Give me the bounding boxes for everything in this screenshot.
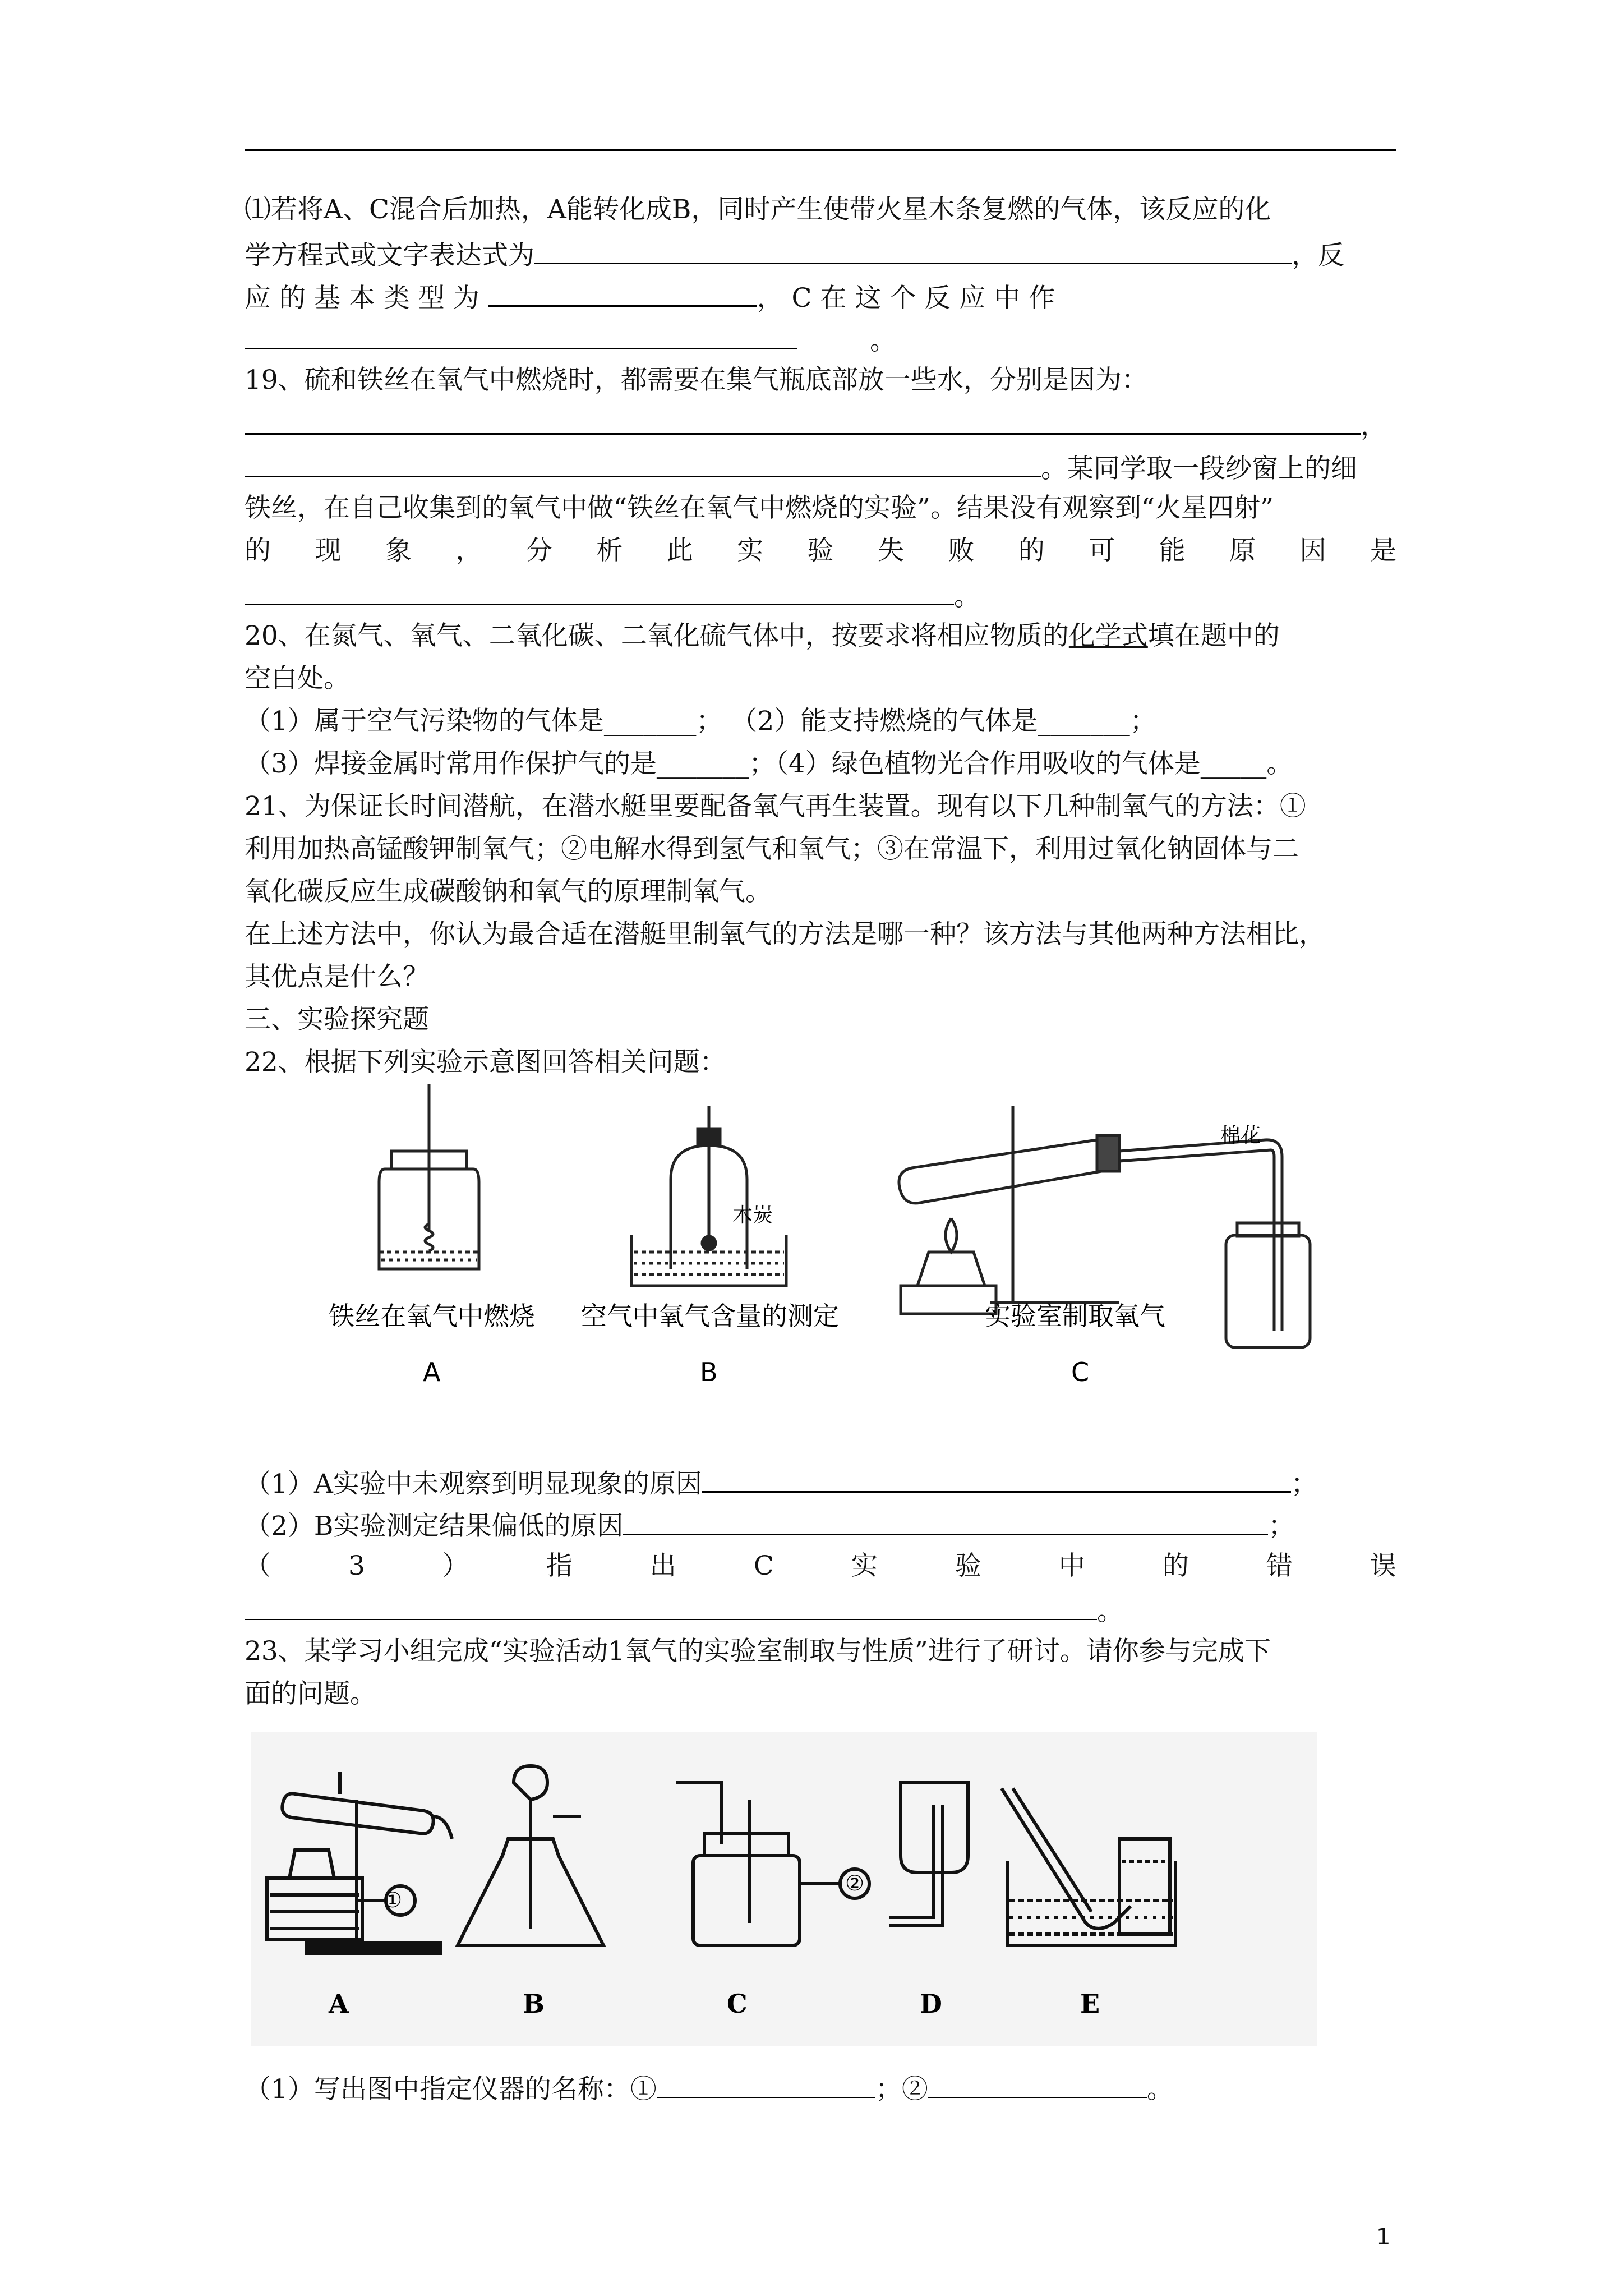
letter-b: B [700, 1357, 718, 1387]
q19-line2: ， [245, 402, 1396, 444]
q22-part2: （2）B实验测定结果偏低的原因 ； [245, 1502, 1396, 1545]
answer-blank[interactable] [928, 2065, 1147, 2098]
q23-apparatus-diagram [245, 1732, 1396, 2058]
q23-line2: 面的问题。 [245, 1678, 376, 1709]
letter-a: A [329, 1989, 349, 2019]
q22-figure [245, 1084, 1396, 1460]
q21-line4: 在上述方法中，你认为最合适在潜艇里制氧气的方法是哪一种？该方法与其他两种方法相比， [245, 919, 1325, 950]
caption-a: 铁丝在氧气中燃烧 [329, 1301, 535, 1331]
header-rule [245, 149, 1396, 151]
letter-b: B [523, 1989, 545, 2019]
answer-blank[interactable] [657, 2065, 875, 2098]
letter-c: C [727, 1989, 748, 2019]
q21-line5: 其优点是什么？ [245, 961, 429, 992]
letter-c: C [1071, 1357, 1090, 1387]
answer-blank[interactable] [488, 274, 757, 307]
q22-part3: （ 3 ） 指 出 C 实 验 中 的 错 误 [245, 1550, 1396, 1581]
q23-part1: （1）写出图中指定仪器的名称：① ；② 。 [245, 2065, 1396, 2108]
answer-blank[interactable] [623, 1502, 1268, 1535]
answer-blank[interactable] [534, 231, 1292, 264]
label-2: ② [845, 1871, 865, 1895]
iron-wire-jar [379, 1084, 479, 1269]
answer-blank[interactable] [245, 316, 797, 349]
label-1: ① [382, 1888, 403, 1912]
bell-jar-trough [631, 1106, 786, 1286]
q22-part1: （1）A实验中未观察到明显现象的原因 ； [245, 1460, 1396, 1502]
q20-line3: （1）属于空气污染物的气体是_______； （2）能支持燃烧的气体是_______； [245, 706, 1156, 737]
q20-line4: （3）焊接金属时常用作保护气的是_______；（4）绿色植物光合作用吸收的气体是_____。 [245, 748, 1293, 779]
q20-line1: 20、在氮气、氧气、二氧化碳、二氧化硫气体中，按要求将相应物质的化学式填在题中的 [245, 620, 1280, 651]
q19-line6: 。 [245, 572, 1396, 615]
caption-c: 实验室制取氧气 [985, 1301, 1165, 1331]
answer-blank[interactable] [245, 402, 1361, 435]
q21-line2: 利用加热高锰酸钾制氧气；②电解水得到氢气和氧气；③在常温下，利用过氧化钠固体与二 [245, 834, 1299, 864]
document-body [245, 188, 1396, 2108]
answer-blank[interactable] [245, 444, 1041, 477]
q21-line1: 21、为保证长时间潜航，在潜水艇里要配备氧气再生装置。现有以下几种制氧气的方法：① [245, 791, 1306, 822]
q22-apparatus-diagram [245, 1084, 1396, 1460]
q23-figure [245, 1732, 1396, 2058]
q19-line3: 。某同学取一段纱窗上的细 [245, 444, 1396, 487]
q21-line3: 氧化碳反应生成碳酸钠和氧气的原理制氧气。 [245, 876, 772, 907]
q18-line3: 应 的 基 本 类 型 为 ， C 在 这 个 反 应 中 作 [245, 274, 1396, 316]
answer-blank[interactable] [245, 1588, 1097, 1620]
q19-line4: 铁丝，在自己收集到的氧气中做“铁丝在氧气中燃烧的实验”。结果没有观察到“火星四射” [245, 493, 1274, 523]
answer-blank[interactable] [245, 572, 954, 605]
q22-part3-answer: 。 [245, 1588, 1396, 1630]
label-cotton: 棉花 [1220, 1124, 1261, 1147]
q22-line1: 22、根据下列实验示意图回答相关问题： [245, 1047, 726, 1078]
letter-e: E [1080, 1989, 1100, 2019]
letter-a: A [423, 1357, 441, 1387]
q20-line2: 空白处。 [245, 663, 350, 694]
q19-line1: 19、硫和铁丝在氧气中燃烧时，都需要在集气瓶底部放一些水，分别是因为： [245, 365, 1148, 395]
q18-line2: 学方程式或文字表达式为 ，反 [245, 231, 1396, 274]
q23-line1: 23、某学习小组完成“实验活动1氧气的实验室制取与性质”进行了研讨。请你参与完成下 [245, 1636, 1271, 1667]
answer-blank[interactable] [702, 1460, 1291, 1493]
section-heading: 三、实验探究题 [245, 1004, 429, 1035]
q18-line1: ⑴若将A、C混合后加热，A能转化成B，同时产生使带火星木条复燃的气体，该反应的化 [245, 194, 1271, 225]
page-number: 1 [1376, 2224, 1391, 2250]
caption-b: 空气中氧气含量的测定 [581, 1301, 839, 1331]
q19-line5: 的 现 象 ， 分 析 此 实 验 失 败 的 可 能 原 因 是 [245, 535, 1396, 566]
q18-line4: 。 [245, 316, 1396, 359]
letter-d: D [920, 1989, 942, 2019]
label-charcoal: 木炭 [732, 1204, 773, 1227]
